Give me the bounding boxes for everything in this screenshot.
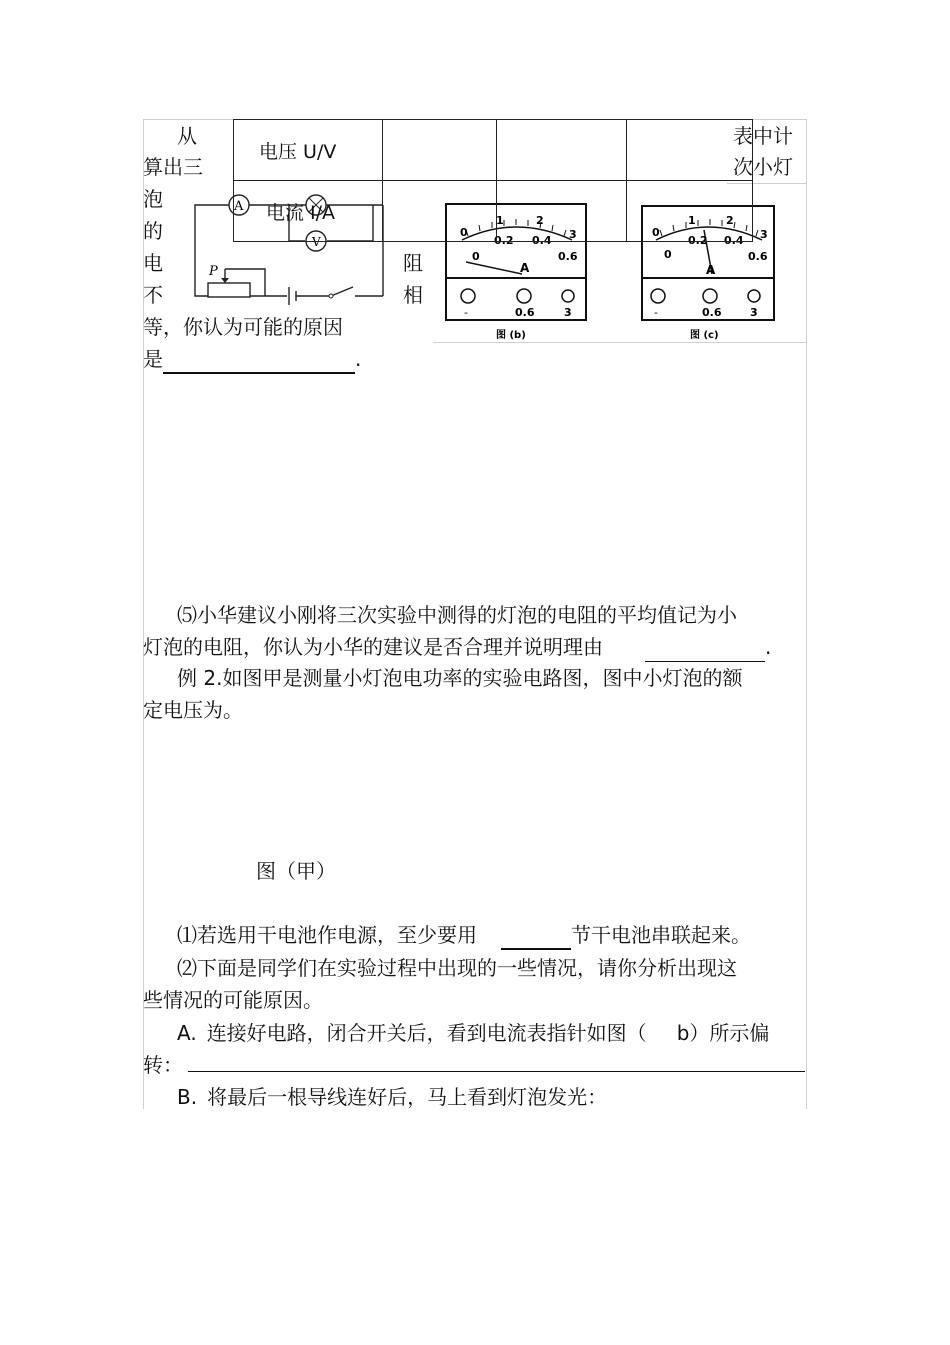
table-cell[interactable] bbox=[383, 120, 497, 181]
qb-text: 将最后一根导线连好后，马上看到灯泡发光： bbox=[207, 1085, 608, 1109]
frame-right-line bbox=[806, 119, 807, 1109]
reason-blank-2[interactable] bbox=[645, 641, 765, 662]
right-text-2: 次小灯 bbox=[733, 155, 793, 179]
frame-top-line-left bbox=[143, 119, 233, 120]
qa-label: A. bbox=[177, 1021, 197, 1045]
reason-blank[interactable] bbox=[163, 350, 355, 374]
left-text-8: 是 . bbox=[143, 344, 361, 374]
table-cell[interactable] bbox=[627, 181, 753, 242]
q2-line2: 些情况的可能原因。 bbox=[143, 988, 323, 1012]
meter-b-tick-3: 3 bbox=[569, 228, 577, 241]
left-text-5: 电 bbox=[143, 251, 163, 275]
left-text-8-word: 是 bbox=[143, 347, 163, 371]
meter-c-tick-0: 0 bbox=[652, 226, 660, 239]
para5-line1: ⑸小华建议小刚将三次实验中测得的灯泡的电阻的平均值记为小 bbox=[177, 603, 737, 627]
ammeter-symbol: A bbox=[234, 199, 244, 214]
qa-answer-blank[interactable] bbox=[188, 1071, 805, 1072]
table-row-current bbox=[234, 181, 753, 242]
table-cell[interactable] bbox=[497, 181, 627, 242]
para5-line2: 灯泡的电阻，你认为小华的建议是否合理并说明理由 . bbox=[143, 632, 771, 662]
battery-count-blank[interactable] bbox=[501, 928, 571, 950]
left-text-4: 的 bbox=[143, 219, 163, 243]
q1-line bbox=[177, 920, 751, 950]
meter-c-sub-3: 0.6 bbox=[748, 250, 768, 263]
mid-text-1: 阻 bbox=[403, 251, 423, 275]
meter-b-caption: 图 (b) bbox=[496, 330, 526, 341]
left-text-6: 不 bbox=[143, 283, 163, 307]
left-text-3: 泡 bbox=[143, 187, 163, 211]
table-row-voltage bbox=[234, 120, 753, 181]
qb-label: B. bbox=[177, 1085, 198, 1109]
meter-b-sub-3: 0.6 bbox=[558, 250, 578, 263]
table-label-current: 电流 I/A bbox=[234, 181, 383, 242]
meter-c-sub-0: 0 bbox=[664, 248, 672, 261]
meter-b-tick-0: 0 bbox=[460, 226, 468, 239]
meter-b-sub-2: 0.4 bbox=[532, 234, 552, 247]
meter-c-sub-2: 0.4 bbox=[724, 234, 744, 247]
meter-c-caption: 图 (c) bbox=[690, 330, 719, 341]
meter-c-terminal-06: 0.6 bbox=[702, 306, 722, 319]
meter-b-terminal-06: 0.6 bbox=[515, 306, 535, 319]
meter-b-terminal-neg: - bbox=[464, 306, 468, 319]
qa-text-b: b）所示偏 bbox=[676, 1021, 770, 1045]
q1-text: ⑴若选用干电池作电源，至少要用 bbox=[177, 923, 477, 947]
q1-text-end: 节干电池串联起来。 bbox=[571, 923, 751, 947]
frame-mid-line bbox=[433, 342, 807, 343]
qb-line bbox=[177, 1082, 607, 1112]
meter-c-tick-2: 2 bbox=[726, 214, 734, 227]
slider-label: P bbox=[209, 264, 218, 279]
left-text-7: 等，你认为可能的原因 bbox=[143, 315, 343, 339]
meter-c-sub-1: 0.2 bbox=[688, 234, 708, 247]
meter-c-tick-1: 1 bbox=[688, 214, 696, 227]
qa-line2-text: 转： bbox=[143, 1053, 183, 1077]
table-cell[interactable] bbox=[627, 120, 753, 181]
qa-line1 bbox=[177, 1018, 769, 1048]
meter-c-tick-3: 3 bbox=[760, 228, 768, 241]
meter-b-sub-0: 0 bbox=[472, 250, 480, 263]
para5-line2-text: 灯泡的电阻，你认为小华的建议是否合理并说明理由 bbox=[143, 635, 603, 659]
left-text-2: 算出三 bbox=[143, 155, 203, 179]
meter-c-terminal-3: 3 bbox=[750, 306, 758, 319]
figure-caption: 图（甲） bbox=[256, 859, 336, 883]
left-text-1: 从 bbox=[177, 124, 197, 148]
mid-text-2: 相 bbox=[403, 283, 423, 307]
example2-line2: 定电压为。 bbox=[143, 698, 243, 722]
example2-line1: 例 2.如图甲是测量小灯泡电功率的实验电路图，图中小灯泡的额 bbox=[177, 666, 743, 690]
voltage-current-table bbox=[233, 119, 753, 242]
meter-b-unit: A bbox=[520, 261, 530, 275]
meter-b-terminal-3: 3 bbox=[564, 306, 572, 319]
q2-line1: ⑵下面是同学们在实验过程中出现的一些情况，请你分析出现这 bbox=[177, 956, 737, 980]
meter-b-sub-1: 0.2 bbox=[494, 234, 514, 247]
qa-line2 bbox=[143, 1050, 183, 1080]
meter-b-tick-2: 2 bbox=[536, 214, 544, 227]
meter-c-unit: A bbox=[706, 263, 716, 277]
table-label-voltage: 电压 U/V bbox=[234, 120, 383, 181]
meter-b-tick-1: 1 bbox=[496, 214, 504, 227]
table-cell[interactable] bbox=[497, 120, 627, 181]
voltmeter-symbol: V bbox=[312, 235, 321, 249]
qa-text: 连接好电路，闭合开关后，看到电流表指针如图（ bbox=[206, 1021, 647, 1045]
meter-c-terminal-neg: - bbox=[654, 306, 658, 319]
right-text-1: 表中计 bbox=[733, 124, 793, 148]
table-cell[interactable] bbox=[383, 181, 497, 242]
